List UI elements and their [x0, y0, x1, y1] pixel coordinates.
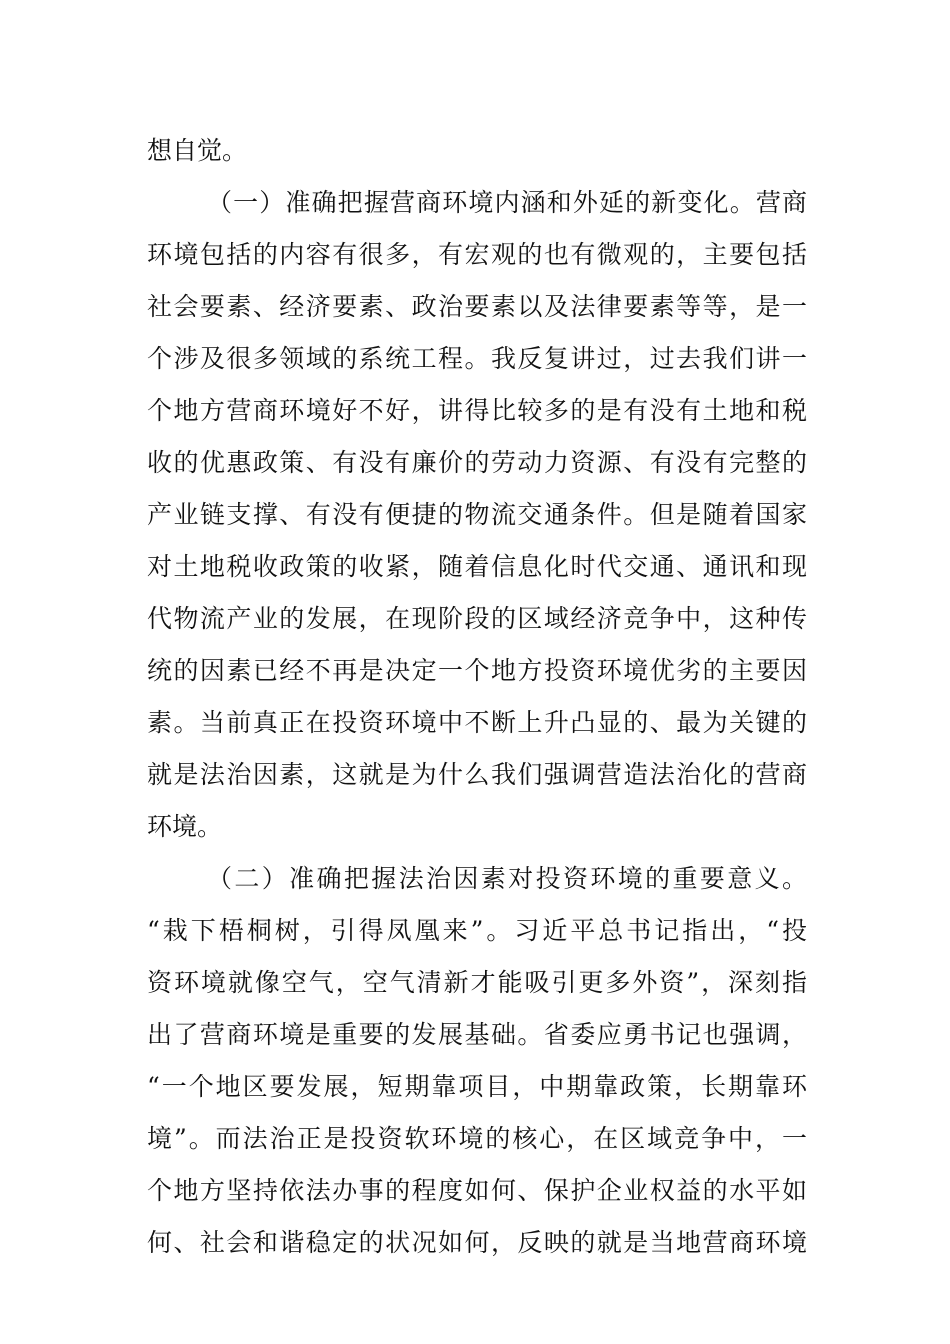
text-line: 统的因素已经不再是决定一个地方投资环境优劣的主要因 [147, 656, 807, 685]
text-line: 个地方坚持依法办事的程度如何、保护企业权益的水平如 [147, 1176, 807, 1205]
text-line: 何、社会和谐稳定的状况如何，反映的就是当地营商环境 [147, 1228, 807, 1257]
text-line: 社会要素、经济要素、政治要素以及法律要素等等，是一 [147, 292, 807, 321]
document-body [147, 125, 807, 1269]
text-line: 就是法治因素，这就是为什么我们强调营造法治化的营商 [147, 760, 807, 789]
text-line: “栽下梧桐树，引得凤凰来”。习近平总书记指出，“投 [147, 916, 807, 945]
section-heading-line: （一）准确把握营商环境内涵和外延的新变化。营商 [207, 188, 807, 217]
text-line: 产业链支撑、有没有便捷的物流交通条件。但是随着国家 [147, 500, 807, 529]
section-heading-line: （二）准确把握法治因素对投资环境的重要意义。 [207, 864, 807, 893]
text-line: “一个地区要发展，短期靠项目，中期靠政策，长期靠环 [147, 1072, 807, 1101]
text-line: 个地方营商环境好不好，讲得比较多的是有没有土地和税 [147, 396, 807, 425]
text-line: 代物流产业的发展，在现阶段的区域经济竞争中，这种传 [147, 604, 807, 633]
text-line: 对土地税收政策的收紧，随着信息化时代交通、通讯和现 [147, 552, 807, 581]
text-line: 收的优惠政策、有没有廉价的劳动力资源、有没有完整的 [147, 448, 807, 477]
text-line: 环境包括的内容有很多，有宏观的也有微观的，主要包括 [147, 240, 807, 269]
text-line: 想自觉。 [147, 136, 248, 165]
text-line: 境”。而法治正是投资软环境的核心，在区域竞争中，一 [147, 1124, 807, 1153]
text-line: 个涉及很多领域的系统工程。我反复讲过，过去我们讲一 [147, 344, 807, 373]
text-line: 出了营商环境是重要的发展基础。省委应勇书记也强调， [147, 1020, 807, 1049]
text-line: 素。当前真正在投资环境中不断上升凸显的、最为关键的 [147, 708, 807, 737]
text-line: 环境。 [147, 812, 223, 841]
text-line: 资环境就像空气，空气清新才能吸引更多外资”，深刻指 [147, 968, 807, 997]
